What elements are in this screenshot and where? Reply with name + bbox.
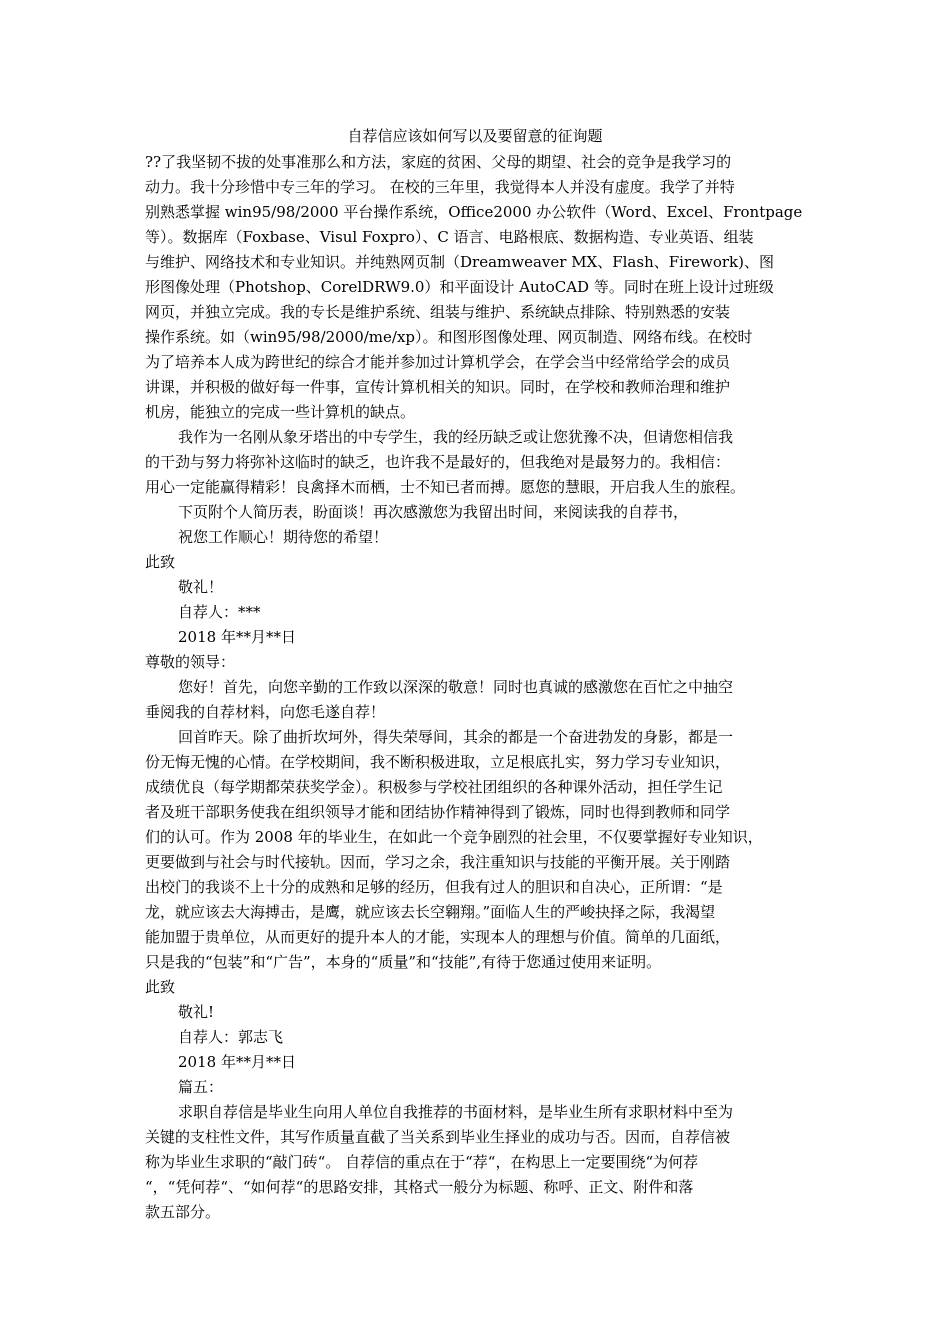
- text-line: 下页附个人简历表，盼面谈！再次感激您为我留出时间，来阅读我的自荐书，: [178, 503, 689, 521]
- paragraph: [145, 425, 812, 500]
- text-line: 动力。我十分珍惜中专三年的学习。 在校的三年里，我觉得本人并没有虚度。我学了并特: [145, 178, 735, 196]
- signature-line: [145, 600, 812, 625]
- text-line: 网页，并独立完成。我的专长是维护系统、组装与维护、系统缺点排除、特别熟悉的安装: [145, 303, 731, 321]
- text-line: 的干劲与努力将弥补这临时的缺乏，也许我不是最好的，但我绝对是最努力的。我相信：: [145, 453, 731, 471]
- text-line: 自荐人：***: [178, 603, 261, 621]
- text-line: 份无悔无愧的心情。在学校期间，我不断积极进取，立足根底扎实，努力学习专业知识，: [145, 753, 731, 771]
- text-line: 求职自荐信是毕业生向用人单位自我推荐的书面材料，是毕业生所有求职材料中至为: [178, 1103, 734, 1121]
- text-line: 祝您工作顺心！期待您的希望！: [178, 528, 389, 546]
- text-line: 更要做到与社会与时代接轨。因而，学习之余，我注重知识与技能的平衡开展。关于刚踏: [145, 853, 731, 871]
- text-line: 用心一定能赢得精彩！良禽择木而栖，士不知已者而搏。愿您的慧眼，开启我人生的旅程。: [145, 478, 746, 496]
- text-line: 敬礼!: [178, 1003, 215, 1021]
- text-line: 称为毕业生求职的“敲门砖“。 自荐信的重点在于“荐“，在构思上一定要围绕“为何荐: [145, 1153, 699, 1171]
- paragraph: [145, 725, 812, 975]
- text-line: 款五部分。: [145, 1203, 221, 1221]
- text-line: 关键的支柱性文件，其写作质量直截了当关系到毕业生择业的成功与否。因而，自荐信被: [145, 1128, 731, 1146]
- text-line: 讲课，并积极的做好每一件事，宣传计算机相关的知识。同时，在学校和教师治理和维护: [145, 378, 731, 396]
- text-line: 我作为一名刚从象牙塔出的中专学生，我的经历缺乏或让您犹豫不决，但请您相信我: [178, 428, 734, 446]
- text-line: ??了我坚韧不拔的处事准那么和方法，家庭的贫困、父母的期望、社会的竞争是我学习的: [145, 153, 732, 171]
- text-line: 与维护、网络技术和专业知识。并纯熟网页制（Dreamweaver MX、Flash、Firework)、图: [145, 253, 774, 271]
- text-line: 2018 年**月**日: [178, 1053, 296, 1071]
- text-line: 们的认可。作为 2008 年的毕业生，在如此一个竞争剧烈的社会里，不仅要掌握好专业知识，: [145, 828, 763, 846]
- text-line: 形图像处理（Photshop、CorelDRW9.0）和平面设计 AutoCAD 等。同时在班上设计过班级: [145, 278, 774, 296]
- closing-line: [145, 975, 812, 1000]
- text-line: 此致: [145, 553, 176, 571]
- text-line: 垂阅我的自荐材料，向您毛遂自荐！: [145, 703, 386, 721]
- text-line: 别熟悉掌握 win95/98/2000 平台操作系统，Office2000 办公软件（Word、Excel、Frontpage: [145, 203, 803, 221]
- text-line: 成绩优良（每学期都荣获奖学金）。积极参与学校社团组织的各种课外活动，担任学生记: [145, 778, 723, 796]
- text-line: 敬礼！: [178, 578, 224, 596]
- text-line: 出校门的我谈不上十分的成熟和足够的经历，但我有过人的胆识和自决心，正所谓：“是: [145, 878, 723, 896]
- paragraph: [145, 150, 812, 425]
- date-line: [145, 1050, 812, 1075]
- closing-line: [145, 550, 812, 575]
- text-line: “，“凭何荐“、“如何荐“的思路安排，其格式一般分为标题、称呼、正文、附件和落: [145, 1178, 694, 1196]
- paragraph: [145, 1100, 812, 1225]
- text-line: 只是我的“包装”和“广告”，本身的“质量”和“技能”,有待于您通过使用来证明。: [145, 953, 662, 971]
- salute-line: [145, 1000, 812, 1025]
- paragraph: [145, 525, 812, 550]
- text-line: 2018 年**月**日: [178, 628, 296, 646]
- paragraph: [145, 675, 812, 725]
- document-body: [145, 150, 812, 1225]
- text-line: 自荐人：郭志飞: [178, 1028, 284, 1046]
- date-line: [145, 625, 812, 650]
- text-line: 龙，就应该去大海搏击，是鹰，就应该去长空翱翔。”面临人生的严峻抉择之际，我渴望: [145, 903, 716, 921]
- text-line: 机房，能独立的完成一些计算机的缺点。: [145, 403, 416, 421]
- text-line: 此致: [145, 978, 176, 996]
- text-line: 您好！首先，向您辛勤的工作致以深深的敬意！同时也真诚的感激您在百忙之中抽空: [178, 678, 734, 696]
- document-title: 自荐信应该如何写以及要留意的征询题: [347, 127, 603, 145]
- salute-line: [145, 575, 812, 600]
- text-line: 篇五：: [178, 1078, 224, 1096]
- text-line: 能加盟于贵单位，从而更好的提升本人的才能，实现本人的理想与价值。简单的几面纸，: [145, 928, 731, 946]
- text-line: 者及班干部职务使我在组织领导才能和团结协作精神得到了锻炼，同时也得到教师和同学: [145, 803, 731, 821]
- greeting-line: [145, 650, 812, 675]
- section-heading: [145, 1075, 812, 1100]
- text-line: 回首昨天。除了曲折坎坷外，得失荣辱间，其余的都是一个奋进勃发的身影，都是一: [178, 728, 734, 746]
- text-line: 尊敬的领导：: [145, 653, 236, 671]
- text-line: 等）。数据库（Foxbase、Visul Foxpro）、C 语言、电路根底、数据构造、专业英语、组装: [145, 228, 754, 246]
- text-line: 操作系统。如（win95/98/2000/me/xp）。和图形图像处理、网页制造、网络布线。在校时: [145, 328, 753, 346]
- text-line: 为了培养本人成为跨世纪的综合才能并参加过计算机学会，在学会当中经常给学会的成员: [145, 353, 731, 371]
- signature-line: [145, 1025, 812, 1050]
- paragraph: [145, 500, 812, 525]
